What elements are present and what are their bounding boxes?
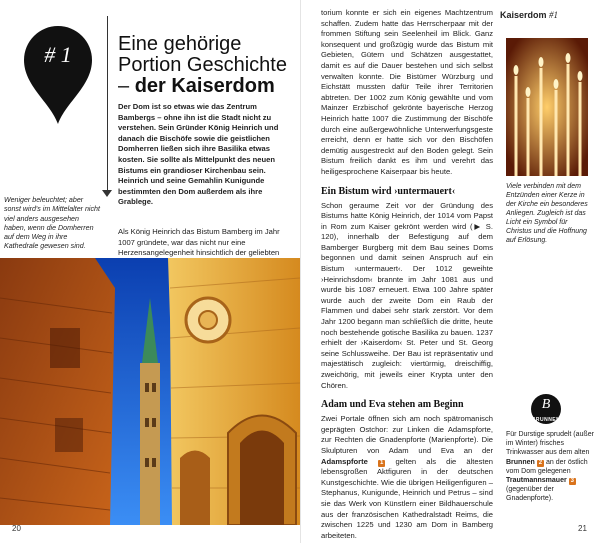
lead-paragraph: Der Dom ist so etwas wie das Zentrum Bambergs – ohne ihn ist die Stadt nicht zu verstehen. Sein Gründer König Heinrich und danach die Bischöfe sowie die geistlichen Domherren ließen sich ihre Basilika etwas kosten. Sie sollte als Mittelpunkt des neuen Bistums ein grandioser Kirchenbau sein. Heinrich und seine Gemahlin Kunigunde bestimmten den Dom außerdem als ihre Grablege.	[118, 102, 279, 207]
subheading: Ein Bistum wird ›untermauert‹	[321, 185, 456, 197]
main-column	[321, 8, 493, 541]
sights-marker-icon: 3	[570, 478, 574, 485]
headline-text: Eine gehörige Portion Geschichte –	[118, 33, 287, 97]
page-number-right: 21	[578, 524, 587, 533]
headline-bold: der Kaiserdom	[134, 75, 275, 97]
running-header-title: Kaiserdom	[500, 10, 547, 20]
divider-line	[107, 16, 108, 194]
page-gutter	[300, 0, 301, 543]
subheading: Adam und Eva stehen am Beginn	[321, 399, 464, 411]
page-title	[118, 34, 288, 97]
badge-letter: B	[541, 397, 551, 412]
text-run: Für Durstige sprudelt (außer im Winter) frisches Trinkwasser aus dem alten	[506, 431, 594, 457]
text-run: Zwei Portale öffnen sich am noch spätromanisch geprägten Ostchor: zur Linken die Adamspforte, zur Rechten die Gnadenpforte (Marienpforte). Die Skulpturen von Adam und Eva an der	[321, 414, 493, 455]
photo-caption-left: Weniger beleuchtet; aber sonst wird's im Mittelalter nicht viel anders ausgesehen haben, wenn die Domherren auf dem Weg in ihre Kathedrale gewesen sind.	[4, 196, 100, 251]
tip-box	[506, 430, 598, 504]
body-paragraph: Als König Heinrich das Bistum Bamberg im Jahr 1007 gründete, war das nicht nur eine Herzensangelegenheit hinsichtlich der geliebten	[118, 227, 280, 258]
candles-photo	[506, 38, 588, 176]
map-pin-icon	[20, 24, 96, 126]
badge-word: BRUNNEN	[531, 417, 561, 423]
sight-link-adamspforte[interactable]: Adamspforte	[321, 456, 368, 466]
sight-link-brunnen[interactable]: Brunnen	[506, 458, 535, 466]
sights-marker-icon: 1	[379, 459, 384, 466]
body-paragraph	[321, 414, 493, 541]
arrow-down-icon	[102, 190, 112, 197]
page-number-left: 20	[12, 524, 21, 533]
photo-caption-right: Viele verbinden mit dem Entzünden einer Kerze in der Kirche ein besonderes Anliegen. Zugleich ist das Licht ein Symbol für Christus und die Hoffnung auf Erlösung.	[506, 183, 588, 244]
running-header-number: #1	[549, 10, 559, 20]
text-run: gelten als die ältesten lebensgroßen Aktfiguren in der deutschen Kunstgeschichte. Wie die übrigen Heiligenfiguren – Stephanus, Kunigunde, Heinrich und Petrus – sind sie das Werk von Künstlern einer Bildhauerschule aus der französischen Kathedralstadt Reims, die zwischen 1225 und 1230 am Dom in Bamberg arbeiteten.	[321, 456, 493, 540]
sight-link-trautmannsmauer[interactable]: Trautmannsmauer	[506, 477, 567, 485]
text-run: an der östlich vom Dom gelegenen	[506, 458, 588, 475]
cathedral-photo	[0, 258, 300, 525]
running-header	[500, 10, 590, 20]
sights-marker-icon: 2	[538, 459, 543, 466]
text-run: (gegenüber der Gnadenpforte).	[506, 486, 554, 503]
body-paragraph: Schon geraume Zeit vor der Gründung des Bistums hatte König Heinrich, der 1014 vom Papst in Rom zum Kaiser gekrönt werden wird (▶ S. 120), innerhalb der Befestigung auf dem Bamberger Burgberg mit dem Bau seines Doms begonnen und damit seinen Anspruch auf ein Bistum ›untermauert‹. Der 1012 geweihte ›Heinrichsdom‹ brannte im Jahr 1081 aus und wurde bis 1087 erneuert. Etwa 100 Jahre später wurde auch der zweite Dom ein Raub der Flammen und dabei sehr stark zerstört. Vor dem Jahr 1200 begann man schließlich die dritte, heute noch bestehende gotische Basilika zu bauen. 1237 erhielt der ›Kaiserdom‹ St. Peter und St. Georg seine Schlussweihe. Der Bau ist repräsentativ und majestätisch zugleich: viertürmig, dreischiffig, zweichörig, mit jeweils einer Krypta unter den Chören.	[321, 200, 493, 390]
body-paragraph: torium konnte er sich ein eigenes Machtzentrum schaffen. Zudem hatte das Herrscherpaar mit der frommen Stiftung sein Seelenheil im Blick. Ganz konsequent und großzügig wurde das Bistum mit Gebieten, Gütern und Schätzen ausgestattet, damit es auf die Dauer bestehen und sich selbst verwalten konnte. Die Bistümer Würzburg und Eichstätt mussten dafür Teile ihrer Territorien abtreten. Der 1002 zum König gewählte und vom Mainzer Erzbischof gekrönte bayerische Herzog Heinrich hatte 1007 die Zustimmung der Bischöfe durch eine außergewöhnliche Unterwerfungsgeste erreicht, denn er hatte sich vor den Bischöfen demütig ausgestreckt auf den Boden gelegt. Sein Bistum freilich dankt es ihm und verehrt das heiligesprochene Kaiserpaar bis heute.	[321, 8, 493, 176]
sight-number: # 1	[44, 42, 72, 67]
